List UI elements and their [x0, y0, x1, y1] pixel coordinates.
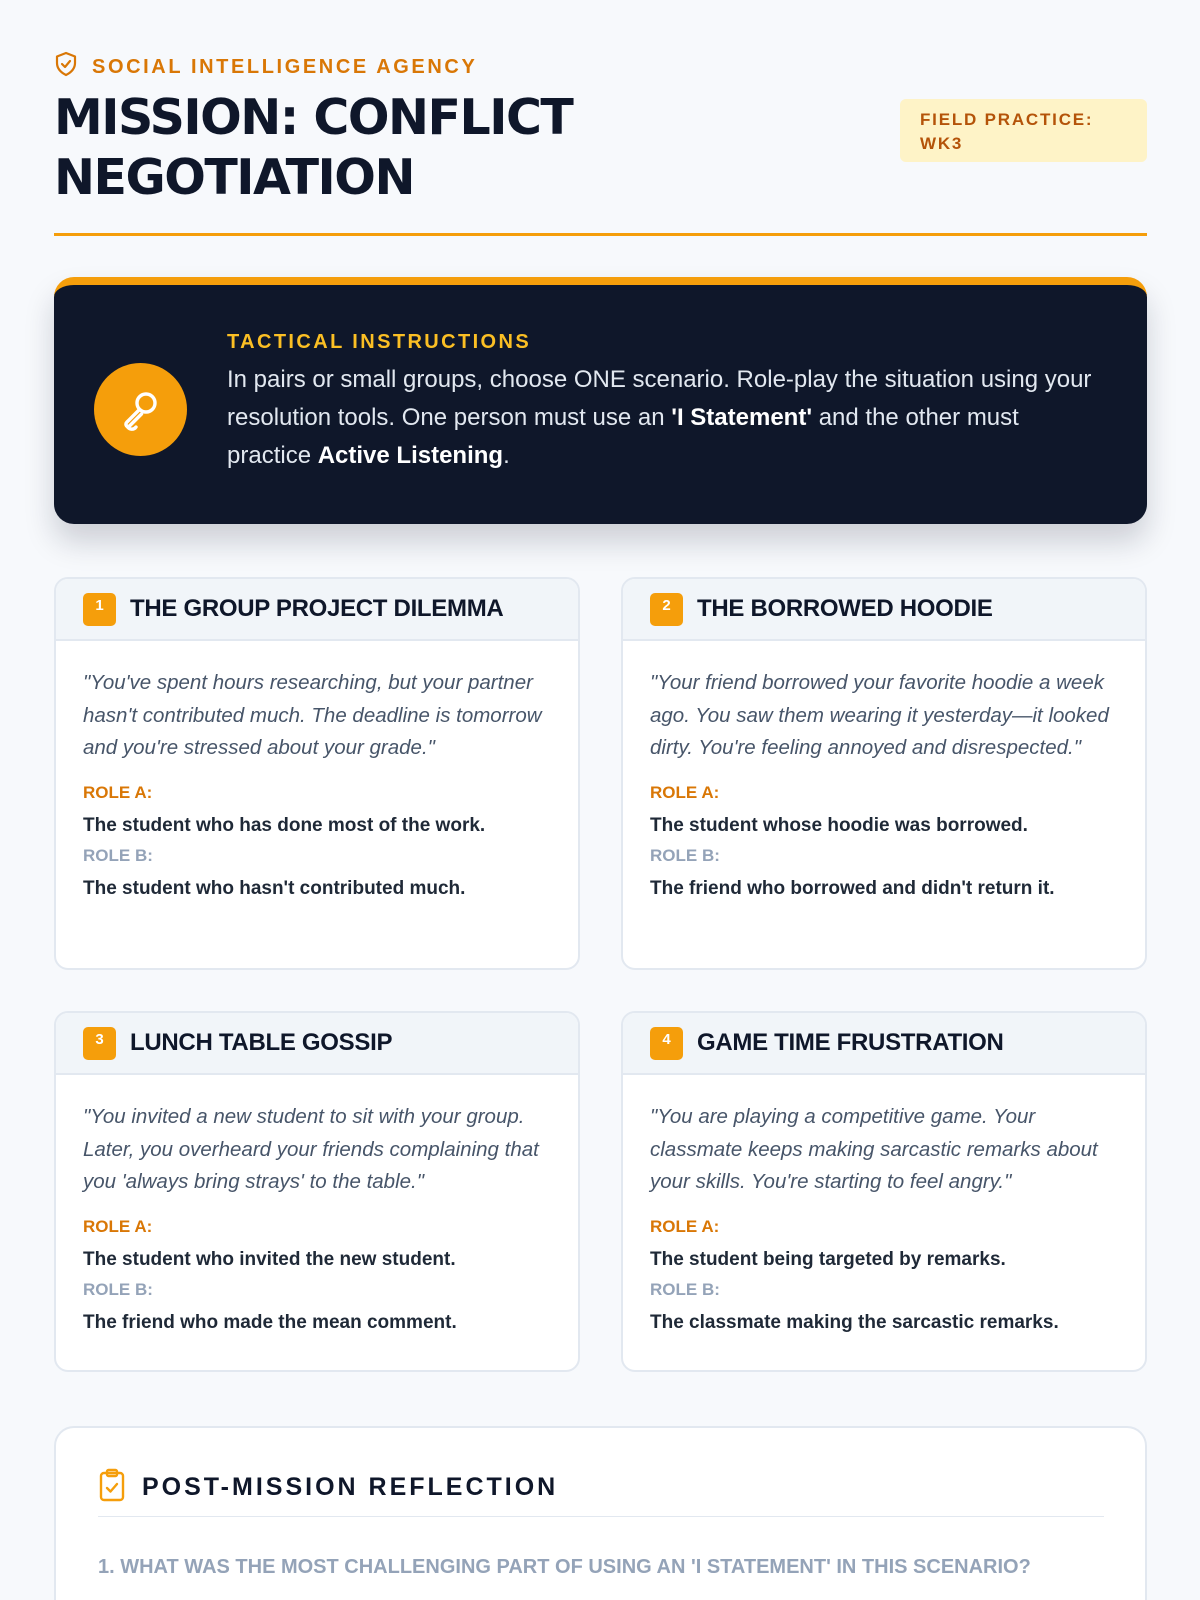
tactical-text-part: . — [503, 442, 510, 469]
role-b-description: The friend who borrowed and didn't return it. — [650, 877, 1055, 899]
scenario-quote: "You invited a new student to sit with your group. Later, you overheard your friends complaining that you 'always bring strays' to the table." — [83, 1105, 539, 1193]
role-a-label: ROLE A: — [650, 1216, 720, 1236]
scenario-title: THE GROUP PROJECT DILEMMA — [130, 595, 504, 622]
tactical-label: TACTICAL INSTRUCTIONS — [227, 331, 532, 353]
scenario-card-header — [623, 579, 1145, 641]
scenario-card-1 — [54, 577, 580, 970]
page-title: MISSION: CONFLICT NEGOTIATION — [54, 89, 573, 206]
microphone-icon — [94, 363, 187, 456]
tactical-text — [227, 361, 1107, 475]
role-a-description: The student being targeted by remarks. — [650, 1248, 1006, 1270]
scenario-title: LUNCH TABLE GOSSIP — [130, 1029, 393, 1056]
role-a-description: The student whose hoodie was borrowed. — [650, 814, 1028, 836]
role-b-description: The friend who made the mean comment. — [83, 1311, 457, 1333]
scenario-card-4 — [621, 1011, 1147, 1372]
scenario-number: 3 — [83, 1027, 116, 1060]
scenario-card-header — [56, 1013, 578, 1075]
role-a-description: The student who has done most of the work. — [83, 814, 486, 836]
role-b-description: The student who hasn't contributed much. — [83, 877, 466, 899]
role-b-label: ROLE B: — [650, 845, 720, 865]
scenario-number: 1 — [83, 593, 116, 626]
agency-label — [54, 54, 477, 80]
shield-check-icon — [54, 51, 78, 83]
clipboard-check-icon — [98, 1468, 126, 1507]
scenario-quote: "You've spent hours researching, but your partner hasn't contributed much. The deadline is tomorrow and you're stressed about your grade." — [83, 671, 542, 759]
role-a-label: ROLE A: — [83, 1216, 153, 1236]
post-mission-reflection — [54, 1426, 1147, 1600]
agency-name: SOCIAL INTELLIGENCE AGENCY — [92, 55, 478, 78]
active-listening-emphasis: Active Listening — [317, 442, 504, 469]
scenario-number: 4 — [650, 1027, 683, 1060]
scenario-card-2 — [621, 577, 1147, 970]
role-b-label: ROLE B: — [83, 1279, 153, 1299]
role-a-label: ROLE A: — [650, 782, 720, 802]
role-a-description: The student who invited the new student. — [83, 1248, 456, 1270]
scenario-number: 2 — [650, 593, 683, 626]
reflection-question-1: 1. WHAT WAS THE MOST CHALLENGING PART OF USING AN 'I STATEMENT' IN THIS SCENARIO? — [98, 1556, 1031, 1578]
role-b-label: ROLE B: — [83, 845, 153, 865]
scenario-card-header — [623, 1013, 1145, 1075]
reflection-title: POST-MISSION REFLECTION — [142, 1473, 559, 1501]
scenario-quote: "You are playing a competitive game. Your classmate keeps making sarcastic remarks about your skills. You're starting to feel angry." — [650, 1105, 1098, 1193]
tactical-instructions-panel — [54, 277, 1147, 524]
role-b-label: ROLE B: — [650, 1279, 720, 1299]
tactical-text-part: In pairs or small groups, choose ONE scenario. Role-play the situation using your resolution tools. One person must use an — [227, 366, 1092, 431]
scenario-title: THE BORROWED HOODIE — [697, 595, 993, 622]
worksheet-page — [54, 0, 1147, 1600]
scenario-card-header — [56, 579, 578, 641]
scenario-title: GAME TIME FRUSTRATION — [697, 1029, 1004, 1056]
header-divider — [54, 233, 1147, 236]
tactical-text-part: and the other must practice — [227, 404, 1019, 469]
i-statement-emphasis: 'I Statement' — [671, 404, 813, 431]
scenario-card-3 — [54, 1011, 580, 1372]
field-practice-badge: FIELD PRACTICE: WK3 — [900, 99, 1147, 162]
role-b-description: The classmate making the sarcastic remarks. — [650, 1311, 1059, 1333]
scenario-quote: "Your friend borrowed your favorite hoodie a week ago. You saw them wearing it yesterday—it looked dirty. You're feeling annoyed and disrespected." — [650, 671, 1109, 759]
reflection-divider — [98, 1516, 1104, 1517]
role-a-label: ROLE A: — [83, 782, 153, 802]
